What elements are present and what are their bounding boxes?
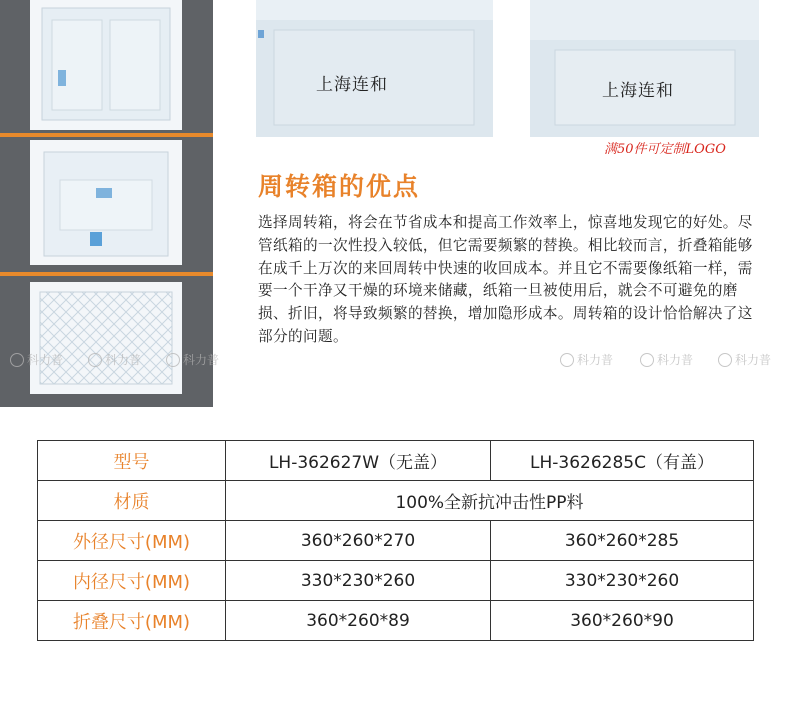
cell-value: 360*260*285 bbox=[491, 521, 754, 561]
table-row bbox=[38, 441, 754, 481]
watermark-row bbox=[0, 351, 790, 373]
spec-table bbox=[37, 440, 754, 641]
watermark-icon bbox=[640, 353, 654, 367]
cell-value: 360*260*89 bbox=[226, 601, 491, 641]
watermark: 科力普 bbox=[166, 351, 219, 368]
crate-photo-side[interactable] bbox=[30, 0, 182, 130]
cell-value: 100%全新抗冲击性PP料 bbox=[226, 481, 754, 521]
table-row bbox=[38, 521, 754, 561]
custom-logo-note: 满50件可定制LOGO bbox=[604, 142, 726, 157]
watermark-icon bbox=[166, 353, 180, 367]
row-label: 外径尺寸(MM) bbox=[38, 521, 226, 561]
watermark: 科力普 bbox=[640, 351, 693, 368]
watermark: 科力普 bbox=[718, 351, 771, 368]
crate-photo-bottom[interactable] bbox=[30, 282, 182, 394]
divider-line bbox=[0, 272, 213, 276]
cell-value: LH-362627W（无盖） bbox=[226, 441, 491, 481]
logo-photo-right[interactable] bbox=[530, 0, 759, 137]
watermark-icon bbox=[10, 353, 24, 367]
logo-photo-left[interactable] bbox=[256, 0, 493, 137]
watermark-icon bbox=[560, 353, 574, 367]
cell-value: 330*230*260 bbox=[226, 561, 491, 601]
logo-text-left: 上海连和 bbox=[316, 75, 388, 95]
section-title: 周转箱的优点 bbox=[258, 172, 421, 201]
watermark: 科力普 bbox=[10, 351, 63, 368]
watermark: 科力普 bbox=[560, 351, 613, 368]
watermark-icon bbox=[718, 353, 732, 367]
row-label: 内径尺寸(MM) bbox=[38, 561, 226, 601]
watermark: 科力普 bbox=[88, 351, 141, 368]
logo-text-right: 上海连和 bbox=[602, 81, 674, 101]
table-row bbox=[38, 601, 754, 641]
crate-photo-front[interactable] bbox=[30, 140, 182, 265]
cell-value: 330*230*260 bbox=[491, 561, 754, 601]
table-row bbox=[38, 561, 754, 601]
row-label: 型号 bbox=[38, 441, 226, 481]
row-label: 折叠尺寸(MM) bbox=[38, 601, 226, 641]
divider-line bbox=[0, 133, 213, 137]
cell-value: LH-3626285C（有盖） bbox=[491, 441, 754, 481]
table-row bbox=[38, 481, 754, 521]
cell-value: 360*260*270 bbox=[226, 521, 491, 561]
advantages-text: 选择周转箱，将会在节省成本和提高工作效率上，惊喜地发现它的好处。尽管纸箱的一次性投入较低，但它需要频繁的替换。相比较而言，折叠箱能够在成千上万次的来回周转中快速的收回成本。并且它不需要像纸箱一样，需要一个干净又干燥的环境来储藏，纸箱一旦被使用后，就会不可避免的磨损、折旧，将导致频繁的替换，增加隐形成本。周转箱的设计恰恰解决了这部分的问题。 bbox=[258, 214, 753, 345]
watermark-icon bbox=[88, 353, 102, 367]
product-gallery-panel bbox=[0, 0, 213, 407]
cell-value: 360*260*90 bbox=[491, 601, 754, 641]
row-label: 材质 bbox=[38, 481, 226, 521]
